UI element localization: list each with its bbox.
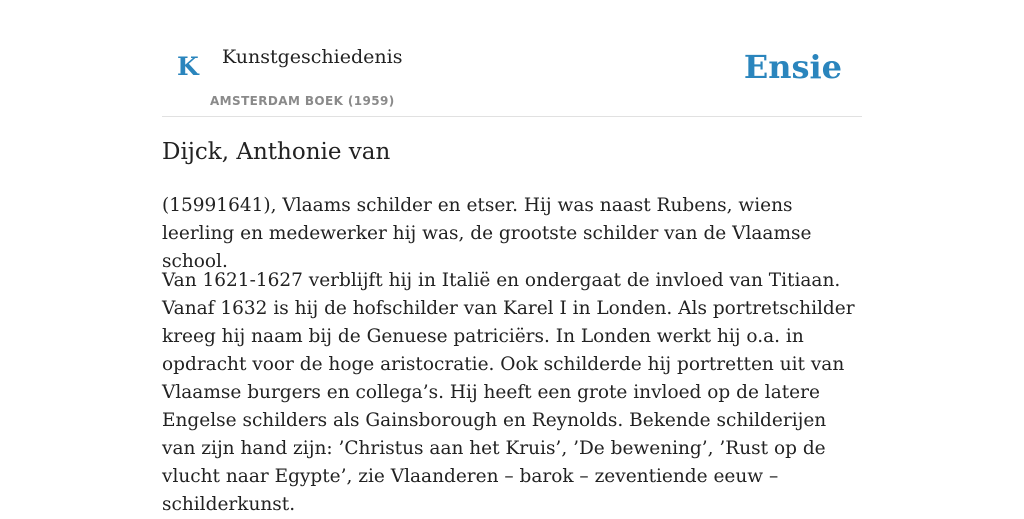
category-link[interactable]: Kunstgeschiedenis [222,46,403,68]
source-label[interactable]: AMSTERDAM BOEK (1959) [210,94,395,108]
category-initial-icon[interactable]: K [177,52,199,81]
ensie-logo[interactable]: Ensie [743,48,842,86]
article-container [162,0,862,515]
article-header [162,0,862,117]
article-title: Dijck, Anthonie van [162,139,391,165]
article-paragraph-1: (15991641), Vlaams schilder en etser. Hij was naast Rubens, wiens leerling en medewerker hij was, de grootste schilder van de Vlaamse school. [162,195,812,272]
article-paragraph-2: Van 1621-1627 verblijft hij in Italië en ondergaat de invloed van Titiaan. Vanaf 1632 is hij de hofschilder van Karel I in Londen. Als portretschilder kreeg hij naam bij de Genuese patriciërs. In Londen werkt hij o.a. in opdracht voor de hoge aristocratie. Ook schilderde hij portretten uit van Vlaamse burgers en collega’s. Hij heeft een grote invloed op de latere Engelse schilders als Gainsborough en Reynolds. Bekende schilderijen van zijn hand zijn: ’Christus aan het Kruis’, ’De bewening’, ’Rust op de vlucht naar Egypte’, zie Vlaanderen – barok – zeventiende eeuw – schilderkunst. [162,270,855,515]
